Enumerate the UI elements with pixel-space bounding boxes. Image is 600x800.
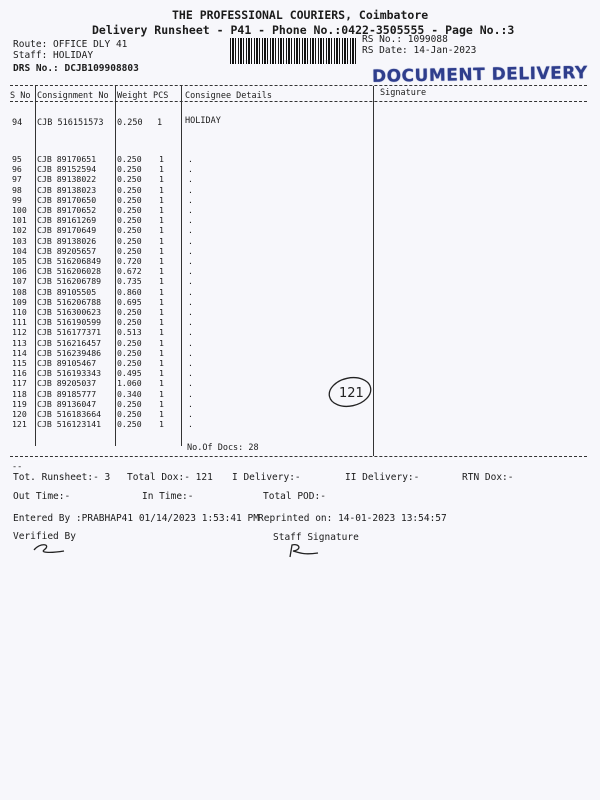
ii-delivery: II Delivery:- bbox=[345, 472, 420, 483]
row-consignment: CJB 89138023 bbox=[37, 184, 97, 195]
verified-signature-mark bbox=[30, 540, 70, 556]
row-consignment: CJB 516300623 bbox=[37, 307, 102, 317]
table-row bbox=[0, 174, 600, 184]
row-consignment: CJB 516206849 bbox=[37, 256, 102, 266]
row-weight: 0.720 bbox=[117, 256, 142, 266]
drs-number: DRS No.: DCJB109908803 bbox=[13, 63, 139, 74]
row-details: . bbox=[188, 266, 193, 277]
col-pcs-header: PCS bbox=[153, 91, 169, 101]
table-row bbox=[0, 378, 600, 388]
row-pcs: 1 bbox=[159, 235, 164, 246]
table-row bbox=[0, 348, 600, 358]
verified-by-label: Verified By bbox=[13, 531, 76, 542]
row-sno: 102 bbox=[12, 225, 27, 236]
row-pcs: 1 bbox=[159, 154, 164, 164]
reprinted-on: Reprinted on: 14-01-2023 13:54:57 bbox=[258, 513, 447, 524]
row-pcs: 1 bbox=[159, 337, 164, 348]
row-consignment: CJB 516151573 bbox=[37, 118, 104, 128]
row-consignment: CJB 516206788 bbox=[37, 296, 102, 307]
table-row bbox=[0, 399, 600, 409]
table-row bbox=[0, 327, 600, 337]
row-weight: 0.672 bbox=[117, 266, 142, 277]
row-weight: 0.695 bbox=[117, 296, 142, 307]
row-details: HOLIDAY bbox=[185, 116, 221, 126]
total-pod: Total POD:- bbox=[263, 491, 326, 502]
row-details: . bbox=[188, 358, 193, 368]
row-details: . bbox=[188, 296, 193, 307]
row-pcs: 1 bbox=[159, 245, 164, 256]
table-row bbox=[0, 297, 600, 307]
divider-mark: -- bbox=[12, 462, 23, 472]
table-row bbox=[0, 276, 600, 286]
table-row bbox=[0, 307, 600, 317]
row-details: . bbox=[188, 286, 193, 297]
row-pcs: 1 bbox=[159, 215, 164, 226]
row-consignment: CJB 89136047 bbox=[37, 398, 97, 409]
row-sno: 121 bbox=[12, 419, 27, 430]
row-pcs: 1 bbox=[159, 368, 164, 379]
row-pcs: 1 bbox=[157, 118, 163, 128]
row-details: . bbox=[188, 388, 193, 399]
row-sno: 107 bbox=[12, 276, 27, 287]
row-sno: 120 bbox=[12, 409, 27, 419]
table-row bbox=[0, 215, 600, 225]
row-sno: 94 bbox=[12, 118, 23, 128]
row-weight: 0.250 bbox=[117, 174, 142, 185]
row-sno: 105 bbox=[12, 256, 27, 266]
table-row bbox=[0, 389, 600, 399]
row-pcs: 1 bbox=[159, 174, 164, 185]
col-consignment-header: Consignment No bbox=[37, 91, 109, 101]
row-details: . bbox=[188, 409, 193, 419]
row-consignment: CJB 89185777 bbox=[37, 388, 97, 399]
rs-date: RS Date: 14-Jan-2023 bbox=[362, 45, 477, 56]
row-pcs: 1 bbox=[159, 388, 164, 399]
row-consignment: CJB 89170649 bbox=[37, 225, 97, 236]
rtn-dox: RTN Dox:- bbox=[462, 472, 514, 483]
table-row bbox=[0, 154, 600, 164]
row-details: . bbox=[188, 398, 193, 409]
rs-number: RS No.: 1099088 bbox=[362, 34, 448, 45]
row-consignment: CJB 89152594 bbox=[37, 164, 97, 175]
table-row bbox=[0, 164, 600, 174]
row-weight: 0.860 bbox=[117, 286, 142, 297]
row-weight: 0.250 bbox=[117, 118, 143, 128]
row-pcs: 1 bbox=[159, 307, 164, 317]
no-of-docs: No.Of Docs: 28 bbox=[187, 443, 259, 453]
row-sno: 104 bbox=[12, 245, 27, 256]
row-pcs: 1 bbox=[159, 419, 164, 430]
table-row bbox=[0, 256, 600, 266]
row-sno: 118 bbox=[12, 388, 27, 399]
row-sno: 111 bbox=[12, 317, 27, 328]
route-label: Route: OFFICE DLY 41 bbox=[13, 39, 128, 50]
row-weight: 0.250 bbox=[117, 194, 142, 205]
row-details: . bbox=[188, 256, 193, 266]
row-pcs: 1 bbox=[159, 256, 164, 266]
table-row bbox=[0, 246, 600, 256]
row-sno: 115 bbox=[12, 358, 27, 368]
row-sno: 101 bbox=[12, 215, 27, 226]
table-row bbox=[0, 266, 600, 276]
tot-runsheet: Tot. Runsheet:- 3 bbox=[13, 472, 111, 483]
row-consignment: CJB 516239486 bbox=[37, 347, 102, 358]
row-sno: 112 bbox=[12, 327, 27, 338]
row-details: . bbox=[188, 347, 193, 358]
row-weight: 0.250 bbox=[117, 419, 142, 430]
table-row bbox=[0, 358, 600, 368]
row-details: . bbox=[188, 327, 193, 338]
row-pcs: 1 bbox=[159, 327, 164, 338]
row-weight: 0.250 bbox=[117, 235, 142, 246]
table-row bbox=[0, 409, 600, 419]
table-row bbox=[0, 368, 600, 378]
table-row bbox=[0, 287, 600, 297]
row-pcs: 1 bbox=[159, 184, 164, 195]
row-details: . bbox=[188, 184, 193, 195]
row-consignment: CJB 516183664 bbox=[37, 409, 102, 419]
row-pcs: 1 bbox=[159, 378, 164, 389]
row-pcs: 1 bbox=[159, 266, 164, 277]
row-details: . bbox=[188, 235, 193, 246]
row-weight: 0.250 bbox=[117, 347, 142, 358]
row-details: . bbox=[188, 317, 193, 328]
row-consignment: CJB 89161269 bbox=[37, 215, 97, 226]
row-pcs: 1 bbox=[159, 296, 164, 307]
row-sno: 97 bbox=[12, 174, 22, 185]
in-time: In Time:- bbox=[142, 491, 194, 502]
row-weight: 0.250 bbox=[117, 307, 142, 317]
row-sno: 117 bbox=[12, 378, 27, 389]
divider bbox=[10, 101, 587, 102]
row-pcs: 1 bbox=[159, 347, 164, 358]
row-details: . bbox=[188, 215, 193, 226]
barcode-image bbox=[230, 38, 358, 64]
row-sno: 106 bbox=[12, 266, 27, 277]
row-details: . bbox=[188, 378, 193, 389]
row-pcs: 1 bbox=[159, 205, 164, 215]
row-weight: 0.340 bbox=[117, 388, 142, 399]
row-sno: 108 bbox=[12, 286, 27, 297]
divider bbox=[10, 456, 587, 457]
row-sno: 110 bbox=[12, 307, 27, 317]
table-row bbox=[0, 419, 600, 429]
row-weight: 0.513 bbox=[117, 327, 142, 338]
col-weight-header: Weight bbox=[117, 91, 148, 101]
row-sno: 109 bbox=[12, 296, 27, 307]
row-consignment: CJB 89105505 bbox=[37, 286, 97, 297]
row-weight: 0.250 bbox=[117, 154, 142, 164]
out-time: Out Time:- bbox=[13, 491, 71, 502]
row-details: . bbox=[188, 205, 193, 215]
row-pcs: 1 bbox=[159, 164, 164, 175]
row-sno: 116 bbox=[12, 368, 27, 379]
row-weight: 1.060 bbox=[117, 378, 142, 389]
row-pcs: 1 bbox=[159, 194, 164, 205]
col-sno-header: S No bbox=[10, 91, 31, 101]
table-row bbox=[0, 236, 600, 246]
row-weight: 0.250 bbox=[117, 205, 142, 215]
row-details: . bbox=[188, 307, 193, 317]
row-weight: 0.250 bbox=[117, 215, 142, 226]
row-weight: 0.495 bbox=[117, 368, 142, 379]
table-row bbox=[0, 185, 600, 195]
row-pcs: 1 bbox=[159, 358, 164, 368]
row-details: . bbox=[188, 164, 193, 175]
row-weight: 0.250 bbox=[117, 398, 142, 409]
table-row bbox=[0, 317, 600, 327]
row-consignment: CJB 516123141 bbox=[37, 419, 102, 430]
row-sno: 119 bbox=[12, 398, 27, 409]
row-consignment: CJB 516206028 bbox=[37, 266, 102, 277]
row-sno: 103 bbox=[12, 235, 27, 246]
row-consignment: CJB 89170651 bbox=[37, 154, 97, 164]
row-details: . bbox=[188, 245, 193, 256]
row-consignment: CJB 89138022 bbox=[37, 174, 97, 185]
row-details: . bbox=[188, 337, 193, 348]
staff-signature-mark bbox=[284, 541, 324, 561]
row-weight: 0.250 bbox=[117, 317, 142, 328]
table-body bbox=[0, 154, 600, 444]
row-pcs: 1 bbox=[159, 409, 164, 419]
handwritten-count: 121 bbox=[339, 386, 364, 401]
row-weight: 0.250 bbox=[117, 225, 142, 236]
row-consignment: CJB 89138026 bbox=[37, 235, 97, 246]
row-consignment: CJB 89105467 bbox=[37, 358, 97, 368]
row-consignment: CJB 89170652 bbox=[37, 205, 97, 215]
row-pcs: 1 bbox=[159, 286, 164, 297]
row-consignment: CJB 516216457 bbox=[37, 337, 102, 348]
handwritten-count-mark bbox=[326, 374, 376, 410]
document-delivery-stamp: DOCUMENT DELIVERY bbox=[371, 63, 588, 87]
row-consignment: CJB 516193343 bbox=[37, 368, 102, 379]
company-name: THE PROFESSIONAL COURIERS, Coimbatore bbox=[172, 8, 429, 22]
divider bbox=[10, 85, 587, 86]
row-consignment: CJB 516206789 bbox=[37, 276, 102, 287]
row-details: . bbox=[188, 368, 193, 379]
row-sno: 114 bbox=[12, 347, 27, 358]
staff-label: Staff: HOLIDAY bbox=[13, 50, 94, 61]
row-pcs: 1 bbox=[159, 225, 164, 236]
row-weight: 0.250 bbox=[117, 337, 142, 348]
i-delivery: I Delivery:- bbox=[232, 472, 301, 483]
row-details: . bbox=[188, 174, 193, 185]
row-weight: 0.735 bbox=[117, 276, 142, 287]
table-row bbox=[0, 338, 600, 348]
row-sno: 96 bbox=[12, 164, 22, 175]
row-weight: 0.250 bbox=[117, 358, 142, 368]
row-sno: 98 bbox=[12, 184, 22, 195]
row-details: . bbox=[188, 194, 193, 205]
row-consignment: CJB 516190599 bbox=[37, 317, 102, 328]
row-details: . bbox=[188, 225, 193, 236]
col-details-header: Consignee Details bbox=[185, 91, 272, 101]
row-details: . bbox=[188, 419, 193, 430]
row-consignment: CJB 89205037 bbox=[37, 378, 97, 389]
row-consignment: CJB 89170650 bbox=[37, 194, 97, 205]
row-details: . bbox=[188, 154, 193, 164]
entered-by: Entered By :PRABHAP41 01/14/2023 1:53:41 PM bbox=[13, 513, 259, 524]
row-details: . bbox=[188, 276, 193, 287]
row-weight: 0.250 bbox=[117, 184, 142, 195]
table-row bbox=[0, 225, 600, 235]
staff-signature-label: Staff Signature bbox=[273, 532, 359, 543]
runsheet-subtitle: Delivery Runsheet - P41 - Phone No.:0422-3505555 - Page No.:3 bbox=[92, 23, 515, 37]
row-sno: 95 bbox=[12, 154, 22, 164]
row-consignment: CJB 516177371 bbox=[37, 327, 102, 338]
table-row bbox=[0, 205, 600, 215]
row-pcs: 1 bbox=[159, 317, 164, 328]
row-weight: 0.250 bbox=[117, 409, 142, 419]
row-weight: 0.250 bbox=[117, 245, 142, 256]
row-sno: 100 bbox=[12, 205, 27, 215]
row-sno: 99 bbox=[12, 194, 22, 205]
row-sno: 113 bbox=[12, 337, 27, 348]
row-pcs: 1 bbox=[159, 398, 164, 409]
col-signature-header: Signature bbox=[380, 88, 427, 98]
row-consignment: CJB 89205657 bbox=[37, 245, 97, 256]
row-weight: 0.250 bbox=[117, 164, 142, 175]
table-row bbox=[0, 195, 600, 205]
total-dox: Total Dox:- 121 bbox=[127, 472, 213, 483]
row-pcs: 1 bbox=[159, 276, 164, 287]
